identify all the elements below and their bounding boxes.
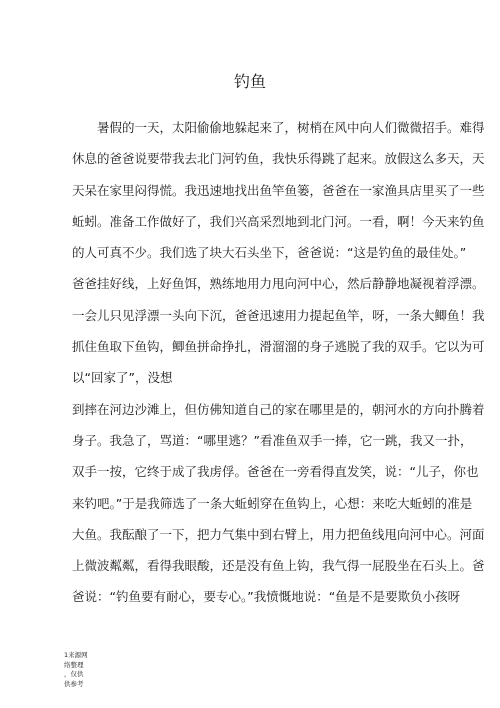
body-line: 上微波粼粼，看得我眼酸，还是没有鱼上钩，我气得一屁股坐在石头上。爸 [72, 558, 485, 574]
body-line: 天呆在家里闷得慌。我迅速地找出鱼竿鱼篓，爸爸在一家渔具店里买了一些 [72, 182, 485, 198]
body-line: 爸爸挂好线，上好鱼饵，熟练地用力甩向河中心，然后静静地凝视着浮漂。 [72, 276, 485, 292]
body-line: 蚯蚓。准备工作做好了，我们兴高采烈地到北门河。一看，啊！今天来钓鱼 [72, 213, 485, 229]
document-body [72, 112, 485, 613]
footnote-line: 1来源网 [64, 651, 88, 659]
footnote-line: 络整理 [64, 660, 84, 669]
footnote-line: ，仅供 [64, 670, 84, 678]
footnote-line: 供参考 [64, 679, 84, 688]
body-line: 大鱼。我酝酿了一下，把力气集中到右臂上，用力把鱼线甩向河中心。河面 [72, 526, 485, 542]
body-line: 到摔在河边沙滩上，但仿佛知道自己的家在哪里是的，朝河水的方向扑腾着 [72, 401, 485, 417]
body-line: 双手一按，它终于成了我虏俘。爸爸在一旁看得直发笑，说：“儿子，你也 [72, 464, 479, 480]
body-line: 一会儿只见浮漂一头向下沉，爸爸迅速用力提起鱼竿，呀，一条大鲫鱼！我 [72, 307, 485, 323]
body-line: 来钓吧。”于是我筛选了一条大蚯蚓穿在鱼钩上，心想：来吃大蚯蚓的准是 [72, 495, 473, 511]
body-line: 爸说：“钓鱼要有耐心，要专心。”我愤慨地说：“鱼是不是要欺负小孩呀 [72, 589, 461, 605]
document-title: 钓鱼 [233, 72, 266, 91]
body-line: 休息的爸爸说要带我去北门河钓鱼，我快乐得跳了起来。放假这么多天，天 [72, 151, 485, 167]
body-line: 以“回家了”，没想 [72, 370, 173, 386]
body-line: 抓住鱼取下鱼钩，鲫鱼拼命挣扎，滑溜溜的身子逃脱了我的双手。它以为可 [72, 339, 485, 355]
body-line: 暑假的一天，太阳偷偷地躲起来了，树梢在风中向人们微微招手。难得 [72, 120, 485, 135]
source-footnote [64, 651, 104, 689]
body-line: 的人可真不少。我们选了块大石头坐下，爸爸说：“这是钓鱼的最佳处。” [72, 245, 467, 261]
body-line: 身子。我急了，骂道：“哪里逃？”看准鱼双手一捧，它一跳，我又一扑， [72, 432, 473, 448]
